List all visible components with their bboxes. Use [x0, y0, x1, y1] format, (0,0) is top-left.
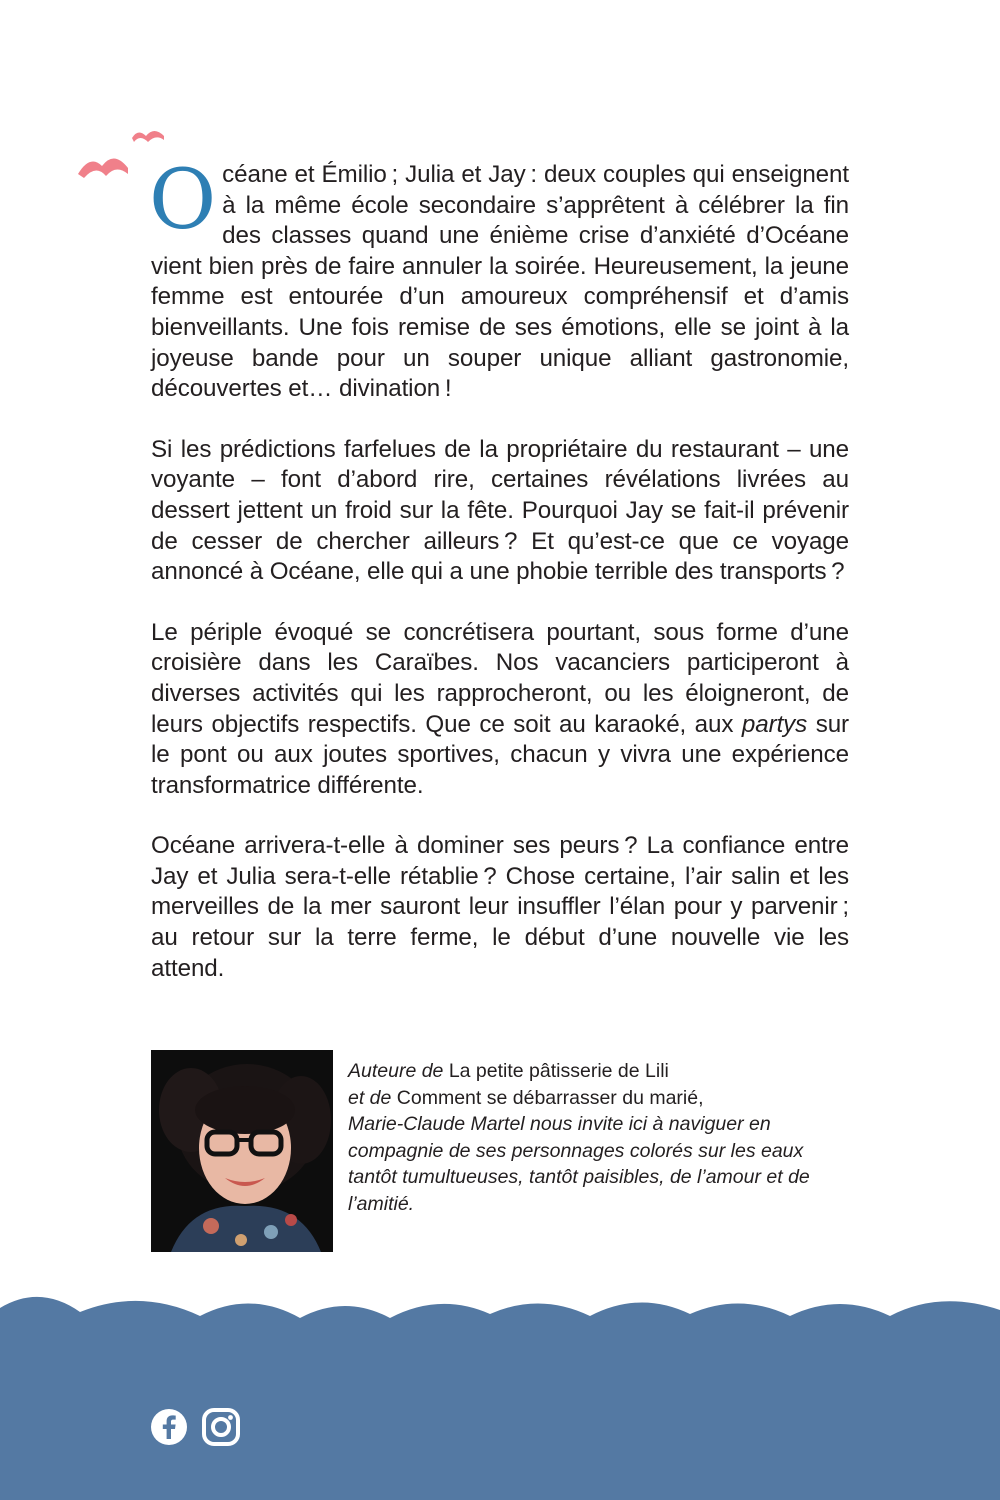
facebook-icon[interactable]: [150, 1408, 188, 1446]
sea-waves: [0, 1290, 1000, 1500]
paragraph-1: Océane et Émilio ; Julia et Jay : deux couples qui enseignent à la même école secondaire s’apprêtent à célébrer la fin des classes quand une énième crise d’anxiété d’Océane vient bien près de faire annuler la soirée. Heureusement, la jeune femme est entourée d’un amoureux compréhensif et d’amis bienveillants. Une fois remise de ses émotions, elle se joint à la joyeuse bande pour un souper unique alliant gastronomie, découvertes et… divination !: [149, 153, 849, 403]
instagram-icon[interactable]: [202, 1408, 240, 1446]
dropcap: O: [149, 153, 217, 248]
portrait-image: [151, 1050, 333, 1252]
paragraph-3: Le périple évoqué se concrétisera pourtant, sous forme d’une croisière dans les Caraïbes. Nos vacanciers participeront à diverses activités qui les rapprocheront, ou les éloigneront, de leurs objectifs respectifs. Que ce soit au karaoké, aux partys sur le pont ou aux joutes sportives, chacun y vivra une expérience transformatrice différente.: [151, 618, 850, 799]
paragraph-4: Océane arrivera-t-elle à dominer ses peurs ? La confiance entre Jay et Julia sera-t-elle rétablie ? Chose certaine, l’air salin et les merveilles de la mer sauront leur insuffler l’élan pour y parvenir ; au retour sur la terre ferme, le début d’une nouvelle vie les attend.: [151, 832, 849, 982]
author-photo: [151, 1050, 333, 1252]
social-links: [150, 1408, 240, 1448]
author-bio: [130, 1050, 850, 1254]
synopsis: [149, 153, 850, 1014]
author-description: Auteure de La petite pâtisserie de Lili et de Comment se débarrasser du marié, Marie-Claude Martel nous invite ici à naviguer en compagnie de ses personnages colorés sur les eaux tantôt tumultueuses, tantôt paisibles, de l’amour et de l’amitié.: [348, 1060, 810, 1215]
paragraph-2: Si les prédictions farfelues de la propriétaire du restaurant – une voyante – font d’abord rire, certaines révélations livrées au dessert jettent un froid sur la fête. Pourquoi Jay se fait-il prévenir de cesser de chercher ailleurs ? Et qu’est-ce que ce voyage annoncé à Océane, elle qui a une phobie terrible des transports ?: [151, 435, 849, 586]
